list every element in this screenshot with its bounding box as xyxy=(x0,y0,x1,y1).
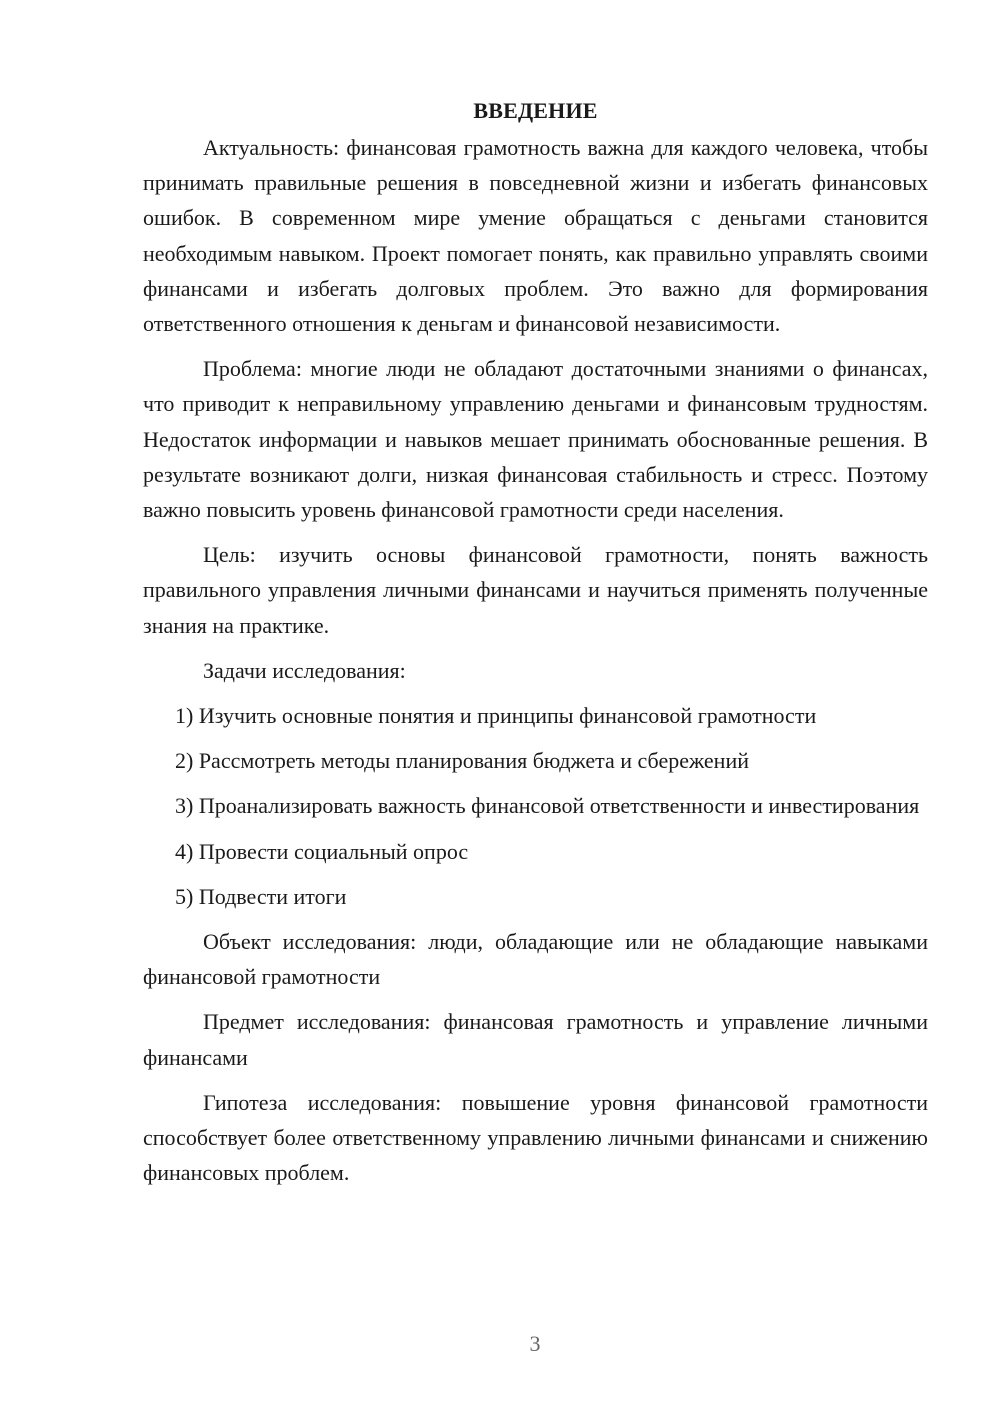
paragraph-goal: Цель: изучить основы финансовой грамотности, понять важность правильного управления личными финансами и научиться применять полученные знания на практике. xyxy=(143,542,928,638)
task-item-2: 2) Рассмотреть методы планирования бюджета и сбережений xyxy=(175,748,749,774)
task-item-4: 4) Провести социальный опрос xyxy=(175,838,469,864)
paragraph-tasks-intro: Задачи исследования: xyxy=(203,657,406,683)
paragraph-relevance: Актуальность: финансовая грамотность важна для каждого человека, чтобы принимать правильные решения в повседневной жизни и избегать финансовых ошибок. В современном мире умение обращаться с деньгами становится необходимым навыком. Проект помогает понять, как правильно управлять своими финансами и избегать долговых проблем. Это важно для формирования ответственного отношения к деньгам и финансовой независимости. xyxy=(143,135,928,337)
task-item-3: 3) Проанализировать важность финансовой ответственности и инвестирования xyxy=(175,793,920,819)
task-item-1: 1) Изучить основные понятия и принципы финансовой грамотности xyxy=(175,703,817,729)
document-page xyxy=(143,93,928,1190)
paragraph-hypothesis: Гипотеза исследования: повышение уровня финансовой грамотности способствует более ответственному управлению личными финансами и снижению финансовых проблем. xyxy=(143,1089,928,1186)
page-number: 3 xyxy=(529,1331,541,1356)
paragraph-subject: Предмет исследования: финансовая грамотность и управление личными финансами xyxy=(143,1009,928,1070)
task-item-5: 5) Подвести итоги xyxy=(175,883,347,909)
paragraph-object: Объект исследования: люди, обладающие или не обладающие навыками финансовой грамотности xyxy=(143,929,928,990)
paragraph-problem: Проблема: многие люди не обладают достаточными знаниями о финансах, что приводит к неправильному управлению деньгами и финансовым трудностям. Недостаток информации и навыков мешает принимать обоснованные решения. В результате возникают долги, низкая финансовая стабильность и стресс. Поэтому важно повысить уровень финансовой грамотности среди населения. xyxy=(143,356,928,523)
section-heading: ВВЕДЕНИЕ xyxy=(473,98,598,123)
